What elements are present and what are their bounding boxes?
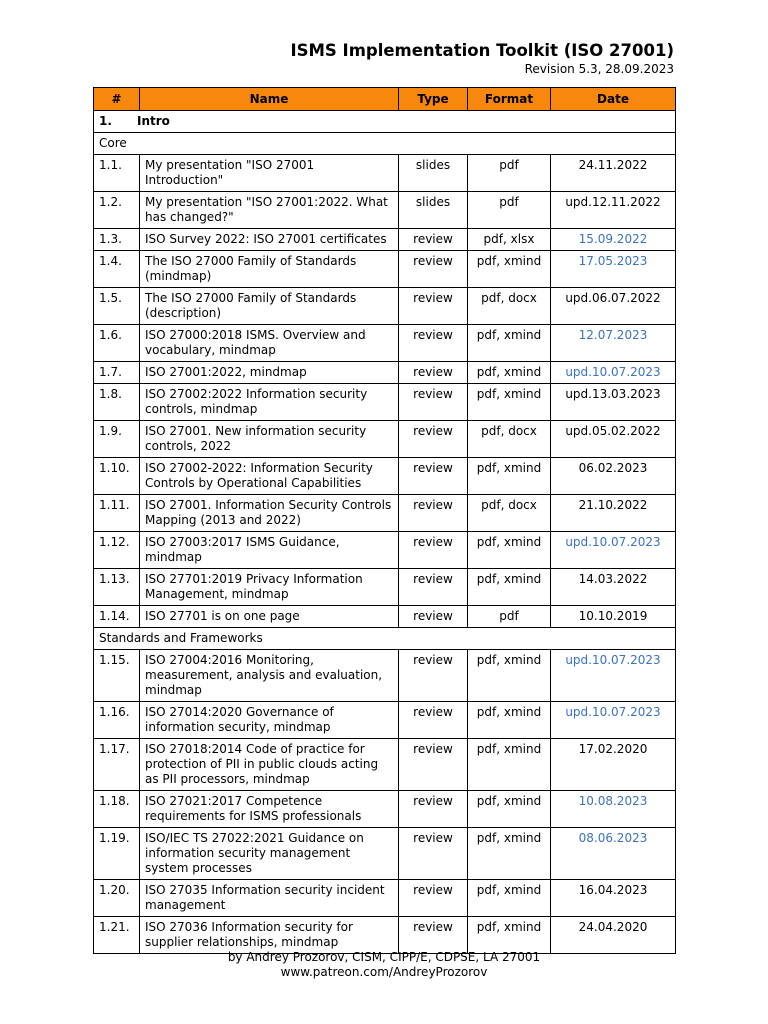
- row-type: review: [399, 917, 468, 954]
- row-type: slides: [399, 155, 468, 192]
- row-name: My presentation "ISO 27001:2022. What has changed?": [140, 192, 399, 229]
- document-header: [290, 40, 674, 77]
- row-format: pdf, docx: [468, 421, 551, 458]
- section-cell: [94, 111, 676, 133]
- row-date-link[interactable]: upd.10.07.2023: [551, 532, 676, 569]
- row-format: pdf, xmind: [468, 828, 551, 880]
- table-row: [94, 495, 676, 532]
- row-number: 1.15.: [94, 650, 140, 702]
- row-format: pdf, xmind: [468, 791, 551, 828]
- row-type: review: [399, 362, 468, 384]
- row-format: pdf: [468, 192, 551, 229]
- table-row: [94, 229, 676, 251]
- row-name: ISO 27018:2014 Code of practice for protection of PII in public clouds acting as PII processors, mindmap: [140, 739, 399, 791]
- revision-info: Revision 5.3, 28.09.2023: [524, 62, 674, 76]
- row-type: review: [399, 288, 468, 325]
- row-format: pdf, xmind: [468, 739, 551, 791]
- row-number: 1.19.: [94, 828, 140, 880]
- row-format: pdf, docx: [468, 495, 551, 532]
- table-row: [94, 828, 676, 880]
- table-row: [94, 650, 676, 702]
- column-header-name: Name: [140, 88, 399, 111]
- row-date-link[interactable]: 08.06.2023: [551, 828, 676, 880]
- row-format: pdf: [468, 606, 551, 628]
- table-row: [94, 880, 676, 917]
- row-type: review: [399, 791, 468, 828]
- table-row: [94, 384, 676, 421]
- table-row: [94, 325, 676, 362]
- row-date-link[interactable]: upd.10.07.2023: [551, 362, 676, 384]
- row-date: 16.04.2023: [551, 880, 676, 917]
- row-name: ISO Survey 2022: ISO 27001 certificates: [140, 229, 399, 251]
- group-label: Core: [94, 133, 676, 155]
- row-name: ISO 27002-2022: Information Security Controls by Operational Capabilities: [140, 458, 399, 495]
- row-number: 1.9.: [94, 421, 140, 458]
- row-date: upd.06.07.2022: [551, 288, 676, 325]
- row-name: The ISO 27000 Family of Standards (description): [140, 288, 399, 325]
- row-date-link[interactable]: 17.05.2023: [551, 251, 676, 288]
- row-number: 1.8.: [94, 384, 140, 421]
- row-type: review: [399, 606, 468, 628]
- row-date: 24.11.2022: [551, 155, 676, 192]
- row-name: ISO 27701:2019 Privacy Information Management, mindmap: [140, 569, 399, 606]
- row-name: ISO 27036 Information security for supplier relationships, mindmap: [140, 917, 399, 954]
- row-date: 10.10.2019: [551, 606, 676, 628]
- column-header-format: Format: [468, 88, 551, 111]
- row-number: 1.20.: [94, 880, 140, 917]
- row-type: review: [399, 251, 468, 288]
- table-row: [94, 791, 676, 828]
- row-type: review: [399, 325, 468, 362]
- row-number: 1.11.: [94, 495, 140, 532]
- table-row: [94, 458, 676, 495]
- row-date-link[interactable]: upd.10.07.2023: [551, 702, 676, 739]
- row-number: 1.1.: [94, 155, 140, 192]
- row-number: 1.10.: [94, 458, 140, 495]
- row-number: 1.13.: [94, 569, 140, 606]
- row-date: 14.03.2022: [551, 569, 676, 606]
- footer-url[interactable]: www.patreon.com/AndreyProzorov: [280, 965, 488, 979]
- table-row: [94, 288, 676, 325]
- group-label: Standards and Frameworks: [94, 628, 676, 650]
- row-date: 17.02.2020: [551, 739, 676, 791]
- document-footer: [0, 950, 768, 980]
- row-format: pdf, xmind: [468, 880, 551, 917]
- row-number: 1.16.: [94, 702, 140, 739]
- row-date-link[interactable]: 12.07.2023: [551, 325, 676, 362]
- row-date-link[interactable]: upd.10.07.2023: [551, 650, 676, 702]
- row-type: review: [399, 739, 468, 791]
- row-type: slides: [399, 192, 468, 229]
- table-row: [94, 192, 676, 229]
- table-row: [94, 569, 676, 606]
- row-name: ISO 27003:2017 ISMS Guidance, mindmap: [140, 532, 399, 569]
- row-name: ISO 27004:2016 Monitoring, measurement, analysis and evaluation, mindmap: [140, 650, 399, 702]
- row-name: ISO 27000:2018 ISMS. Overview and vocabulary, mindmap: [140, 325, 399, 362]
- row-number: 1.6.: [94, 325, 140, 362]
- row-date: upd.13.03.2023: [551, 384, 676, 421]
- row-type: review: [399, 828, 468, 880]
- row-format: pdf, xmind: [468, 251, 551, 288]
- row-number: 1.7.: [94, 362, 140, 384]
- table-row: [94, 421, 676, 458]
- row-type: review: [399, 229, 468, 251]
- row-name: The ISO 27000 Family of Standards (mindmap): [140, 251, 399, 288]
- column-header-date: Date: [551, 88, 676, 111]
- toolkit-table: [93, 87, 676, 954]
- row-format: pdf, xmind: [468, 569, 551, 606]
- section-number: 1.: [99, 114, 112, 128]
- row-number: 1.18.: [94, 791, 140, 828]
- group-row: [94, 628, 676, 650]
- column-header-type: Type: [399, 88, 468, 111]
- table-row: [94, 362, 676, 384]
- row-type: review: [399, 421, 468, 458]
- row-format: pdf, xmind: [468, 325, 551, 362]
- row-name: ISO 27001. New information security controls, 2022: [140, 421, 399, 458]
- row-type: review: [399, 880, 468, 917]
- table-row: [94, 532, 676, 569]
- row-name: My presentation "ISO 27001 Introduction": [140, 155, 399, 192]
- row-date: 24.04.2020: [551, 917, 676, 954]
- section-row-intro: [94, 111, 676, 133]
- section-title: Intro: [137, 114, 170, 128]
- row-format: pdf, xmind: [468, 650, 551, 702]
- row-name: ISO/IEC TS 27022:2021 Guidance on information security management system processes: [140, 828, 399, 880]
- row-name: ISO 27001. Information Security Controls Mapping (2013 and 2022): [140, 495, 399, 532]
- document-title: ISMS Implementation Toolkit (ISO 27001): [290, 41, 674, 60]
- row-number: 1.21.: [94, 917, 140, 954]
- row-date: 06.02.2023: [551, 458, 676, 495]
- row-format: pdf, xmind: [468, 702, 551, 739]
- row-number: 1.12.: [94, 532, 140, 569]
- row-type: review: [399, 532, 468, 569]
- row-date: upd.12.11.2022: [551, 192, 676, 229]
- table-row: [94, 917, 676, 954]
- column-header-number: #: [94, 88, 140, 111]
- table-header-row: [94, 88, 676, 111]
- row-number: 1.17.: [94, 739, 140, 791]
- row-type: review: [399, 650, 468, 702]
- row-name: ISO 27035 Information security incident management: [140, 880, 399, 917]
- row-number: 1.4.: [94, 251, 140, 288]
- row-format: pdf, xmind: [468, 458, 551, 495]
- row-name: ISO 27701 is on one page: [140, 606, 399, 628]
- row-name: ISO 27021:2017 Competence requirements for ISMS professionals: [140, 791, 399, 828]
- row-format: pdf, xlsx: [468, 229, 551, 251]
- row-type: review: [399, 458, 468, 495]
- row-number: 1.3.: [94, 229, 140, 251]
- row-type: review: [399, 495, 468, 532]
- row-format: pdf: [468, 155, 551, 192]
- row-date: upd.05.02.2022: [551, 421, 676, 458]
- table-row: [94, 251, 676, 288]
- row-type: review: [399, 384, 468, 421]
- row-name: ISO 27001:2022, mindmap: [140, 362, 399, 384]
- table-row: [94, 739, 676, 791]
- row-type: review: [399, 569, 468, 606]
- row-name: ISO 27002:2022 Information security controls, mindmap: [140, 384, 399, 421]
- row-number: 1.14.: [94, 606, 140, 628]
- row-format: pdf, docx: [468, 288, 551, 325]
- row-number: 1.5.: [94, 288, 140, 325]
- row-format: pdf, xmind: [468, 384, 551, 421]
- group-row: [94, 133, 676, 155]
- row-format: pdf, xmind: [468, 532, 551, 569]
- row-format: pdf, xmind: [468, 917, 551, 954]
- row-date-link[interactable]: 10.08.2023: [551, 791, 676, 828]
- table-row: [94, 702, 676, 739]
- row-name: ISO 27014:2020 Governance of information security, mindmap: [140, 702, 399, 739]
- table-body: [94, 111, 676, 954]
- footer-author: by Andrey Prozorov, CISM, CIPP/E, CDPSE, LA 27001: [227, 950, 541, 964]
- row-type: review: [399, 702, 468, 739]
- table-row: [94, 155, 676, 192]
- row-format: pdf, xmind: [468, 362, 551, 384]
- row-number: 1.2.: [94, 192, 140, 229]
- row-date: 21.10.2022: [551, 495, 676, 532]
- table-row: [94, 606, 676, 628]
- row-date-link[interactable]: 15.09.2022: [551, 229, 676, 251]
